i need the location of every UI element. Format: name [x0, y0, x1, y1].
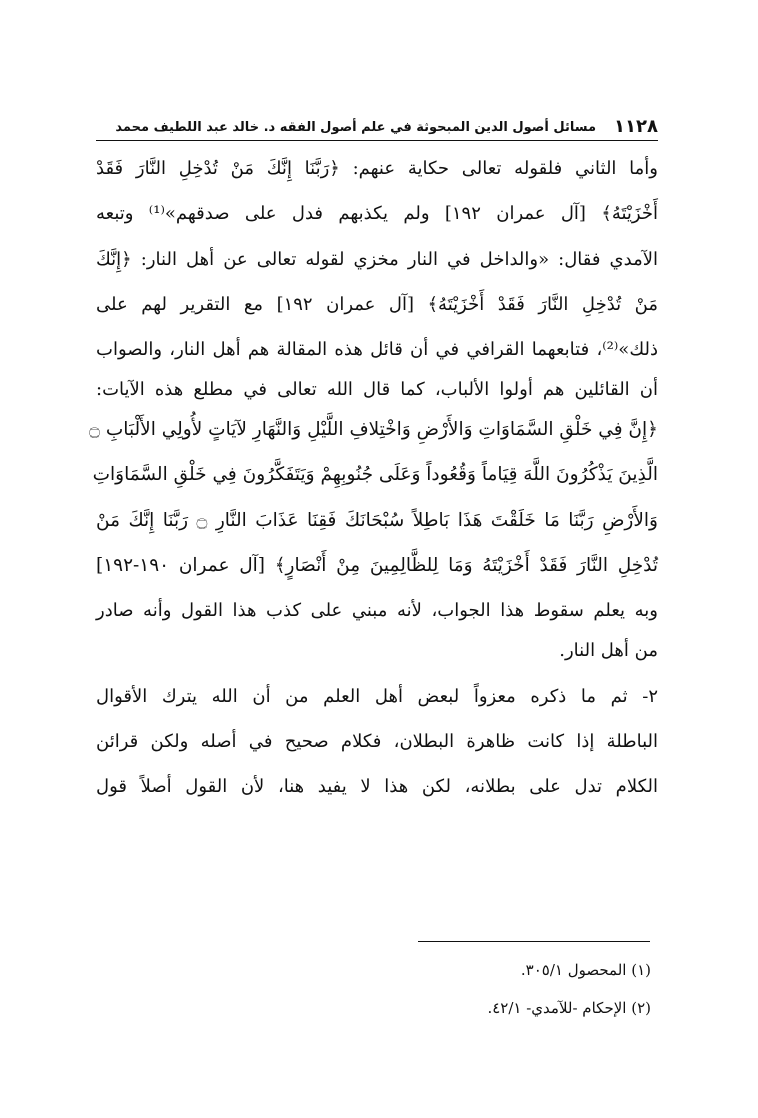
running-header	[96, 116, 658, 141]
text-line: ذلك»⁽²⁾، فتابعهما القرافي في أن قائل هذه المقالة هم أهل النار، والصواب	[96, 339, 658, 361]
header-title: مسائل أصول الدين المبحوثة في علم أصول الفقه د. خالد عبد اللطيف محمد	[115, 120, 596, 135]
quran-verse-line: ﴿إِنَّ فِي خَلْقِ السَّمَاوَاتِ وَالأَرْضِ وَاخْتِلافِ اللَّيْلِ وَالنَّهَارِ لآيَاتٍ لأُولِي الأَلْبَابِ ۝	[89, 419, 658, 441]
text-line: مَنْ تُدْخِلِ النَّارَ فَقَدْ أَخْزَيْتَهُ﴾ [آل عمران ١٩٢] مع التقرير لهم على	[96, 293, 658, 315]
quran-verse-line: وَالأَرْضِ رَبَّنَا مَا خَلَقْتَ هَذَا بَاطِلاً سُبْحَانَكَ فَقِنَا عَذَابَ النَّارِ ۝ رَبَّنَا إِنَّكَ مَنْ	[96, 509, 658, 531]
footnote: (١) المحصول ٣٠٥/١.	[520, 961, 651, 979]
text-line: أن القائلين هم أولوا الألباب، كما قال الله تعالى في مطلع هذه الآيات:	[96, 379, 658, 401]
text-line: أَخْزَيْتَهُ﴾ [آل عمران ١٩٢] ولم يكذبهم فدل على صدقهم»⁽¹⁾ وتبعه	[96, 203, 658, 225]
text-line: من أهل النار.	[559, 640, 658, 662]
text-line: الآمدي فقال: «والداخل في النار مخزي لقوله تعالى عن أهل النار: ﴿إِنَّكَ	[96, 248, 658, 270]
text-line: الكلام تدل على بطلانه، لكن هذا لا يفيد هنا، لأن القول أصلاً قول	[96, 776, 658, 798]
body-text	[89, 146, 658, 810]
text-line: وأما الثاني فلقوله تعالى حكاية عنهم: ﴿رَبَّنَا إِنَّكَ مَنْ تُدْخِلِ النَّارَ فَقَدْ	[96, 158, 658, 179]
page-number: ١١٢٨	[614, 116, 658, 137]
footnotes	[96, 955, 651, 1023]
text-line: الباطلة إذا كانت ظاهرة البطلان، فكلام صحيح في أصله ولكن قرائن	[96, 730, 658, 752]
text-line: وبه يعلم سقوط هذا الجواب، لأنه مبني على كذب هذا القول وأنه صادر	[96, 600, 658, 622]
quran-verse-line: الَّذِينَ يَذْكُرُونَ اللَّهَ قِيَاماً وَقُعُوداً وَعَلَى جُنُوبِهِمْ وَيَتَفَكَّرُونَ فِي خَلْقِ السَّمَاوَاتِ	[92, 464, 658, 486]
quran-verse-line: تُدْخِلِ النَّارَ فَقَدْ أَخْزَيْتَهُ وَمَا لِلظَّالِمِينَ مِنْ أَنْصَارٍ﴾ [آل عمران ١٩٠-١٩٢]	[96, 555, 658, 577]
text-line: ٢- ثم ما ذكره معزواً لبعض أهل العلم من أن الله يترك الأقوال	[96, 685, 658, 707]
footnote-divider	[418, 941, 650, 942]
footnote: (٢) الإحكام -للآمدي- ٤٢/١.	[487, 999, 651, 1017]
